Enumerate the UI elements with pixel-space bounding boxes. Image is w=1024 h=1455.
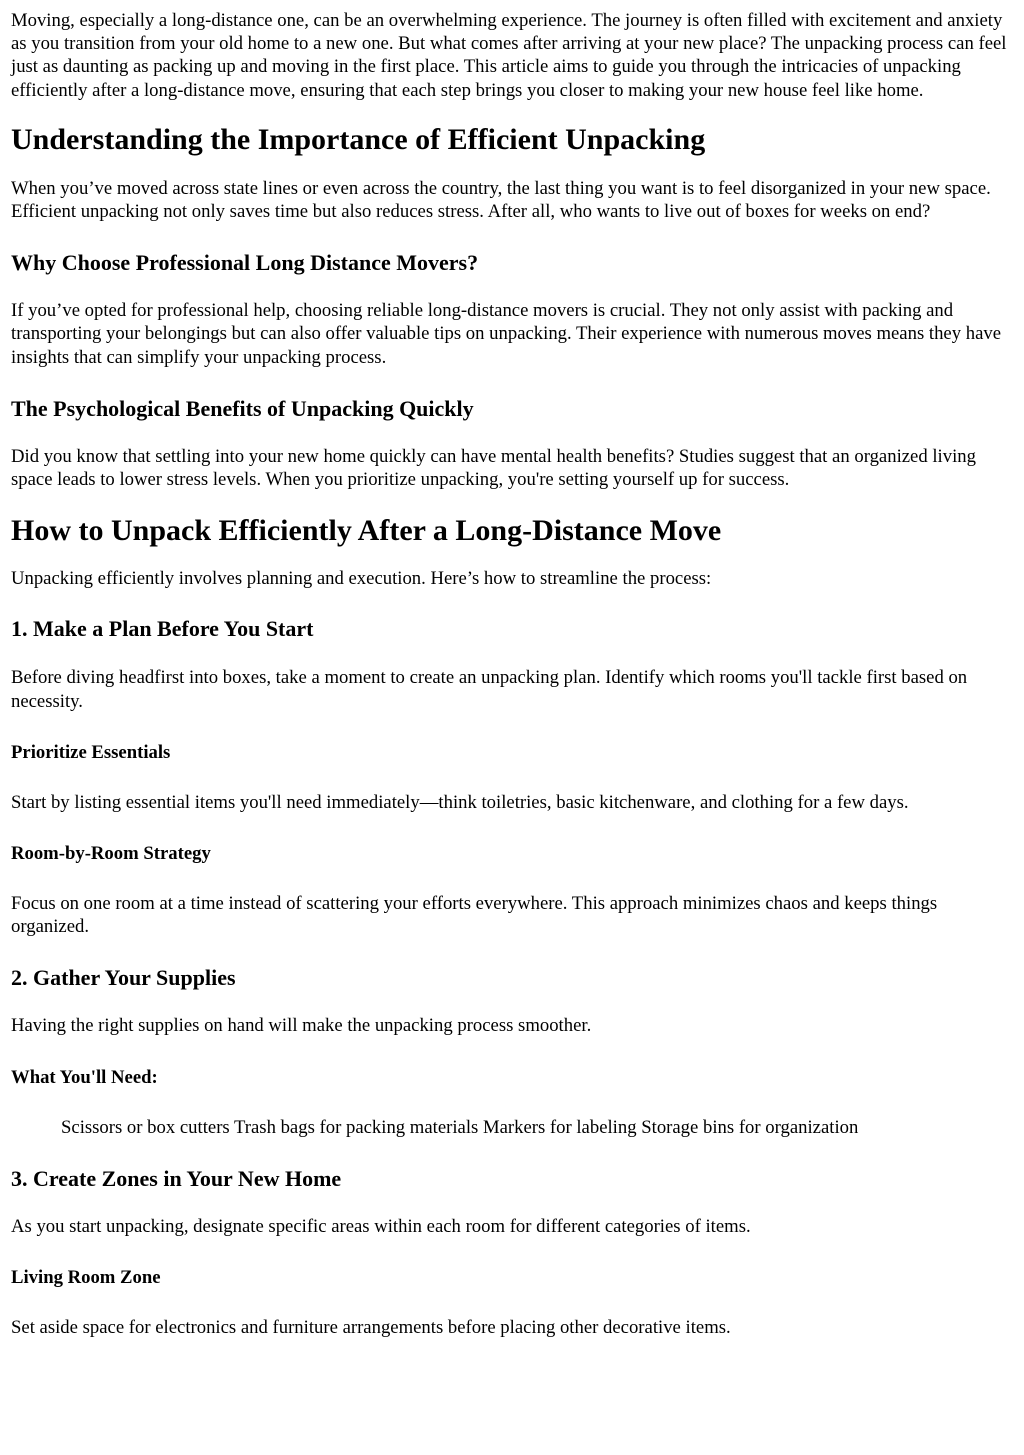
room-strategy-heading: Room-by-Room Strategy xyxy=(11,843,211,865)
supplies-list: Scissors or box cutters Trash bags for packing materials Markers for labeling Storage bins for organization xyxy=(61,1116,859,1138)
article xyxy=(0,9,1024,1339)
step-3-paragraph: As you start unpacking, designate specific areas within each room for different categories of items. xyxy=(11,1215,751,1237)
step-2-paragraph: Having the right supplies on hand will make the unpacking process smoother. xyxy=(11,1015,592,1037)
living-room-zone-heading: Living Room Zone xyxy=(11,1267,161,1289)
how-to-unpack-paragraph: Unpacking efficiently involves planning and execution. Here’s how to streamline the process: xyxy=(11,568,712,590)
importance-paragraph: When you’ve moved across state lines or even across the country, the last thing you want is to feel disorganized in your new space. Efficient unpacking not only saves time but also reduces stress. After all, who wants to live out of boxes for weeks on end? xyxy=(11,177,991,223)
step-3-heading: 3. Create Zones in Your New Home xyxy=(11,1165,342,1191)
prioritize-essentials-heading: Prioritize Essentials xyxy=(11,741,171,763)
step-1-heading: 1. Make a Plan Before You Start xyxy=(11,616,314,642)
step-1-paragraph: Before diving headfirst into boxes, take a moment to create an unpacking plan. Identify which rooms you'll tackle first based on necessity. xyxy=(11,667,968,712)
subheading-professional-movers: Why Choose Professional Long Distance Movers? xyxy=(11,250,479,276)
prioritize-essentials-paragraph: Start by listing essential items you'll need immediately—think toiletries, basic kitchenware, and clothing for a few days. xyxy=(11,791,909,813)
room-strategy-paragraph: Focus on one room at a time instead of scattering your efforts everywhere. This approach minimizes chaos and keeps things organized. xyxy=(11,893,938,938)
living-room-zone-paragraph: Set aside space for electronics and furniture arrangements before placing other decorative items. xyxy=(11,1317,731,1339)
professional-movers-paragraph: If you’ve opted for professional help, choosing reliable long-distance movers is crucial. They not only assist with packing and transporting your belongings but can also offer valuable tips on unpacking. Their experience with numerous moves means they have insights that can simplify your unpacking process. xyxy=(11,300,1002,368)
psychological-benefits-paragraph: Did you know that settling into your new home quickly can have mental health benefits? Studies suggest that an organized living space leads to lower stress levels. When you prioritize unpacking, you're setting yourself up for success. xyxy=(11,445,976,491)
what-youll-need-heading: What You'll Need: xyxy=(11,1066,158,1088)
subheading-psychological-benefits: The Psychological Benefits of Unpacking Quickly xyxy=(11,395,474,421)
section-heading-importance: Understanding the Importance of Efficient Unpacking xyxy=(11,122,706,156)
step-2-heading: 2. Gather Your Supplies xyxy=(11,965,236,991)
intro-paragraph: Moving, especially a long-distance one, can be an overwhelming experience. The journey is often filled with excitement and anxiety as you transition from your old home to a new one. But what comes after arriving at your new place? The unpacking process can feel just as daunting as packing up and moving in the first place. This article aims to guide you through the intricacies of unpacking efficiently after a long-distance move, ensuring that each step brings you closer to making your new house feel like home. xyxy=(11,10,1007,101)
section-heading-how-to-unpack: How to Unpack Efficiently After a Long-Distance Move xyxy=(11,514,722,548)
